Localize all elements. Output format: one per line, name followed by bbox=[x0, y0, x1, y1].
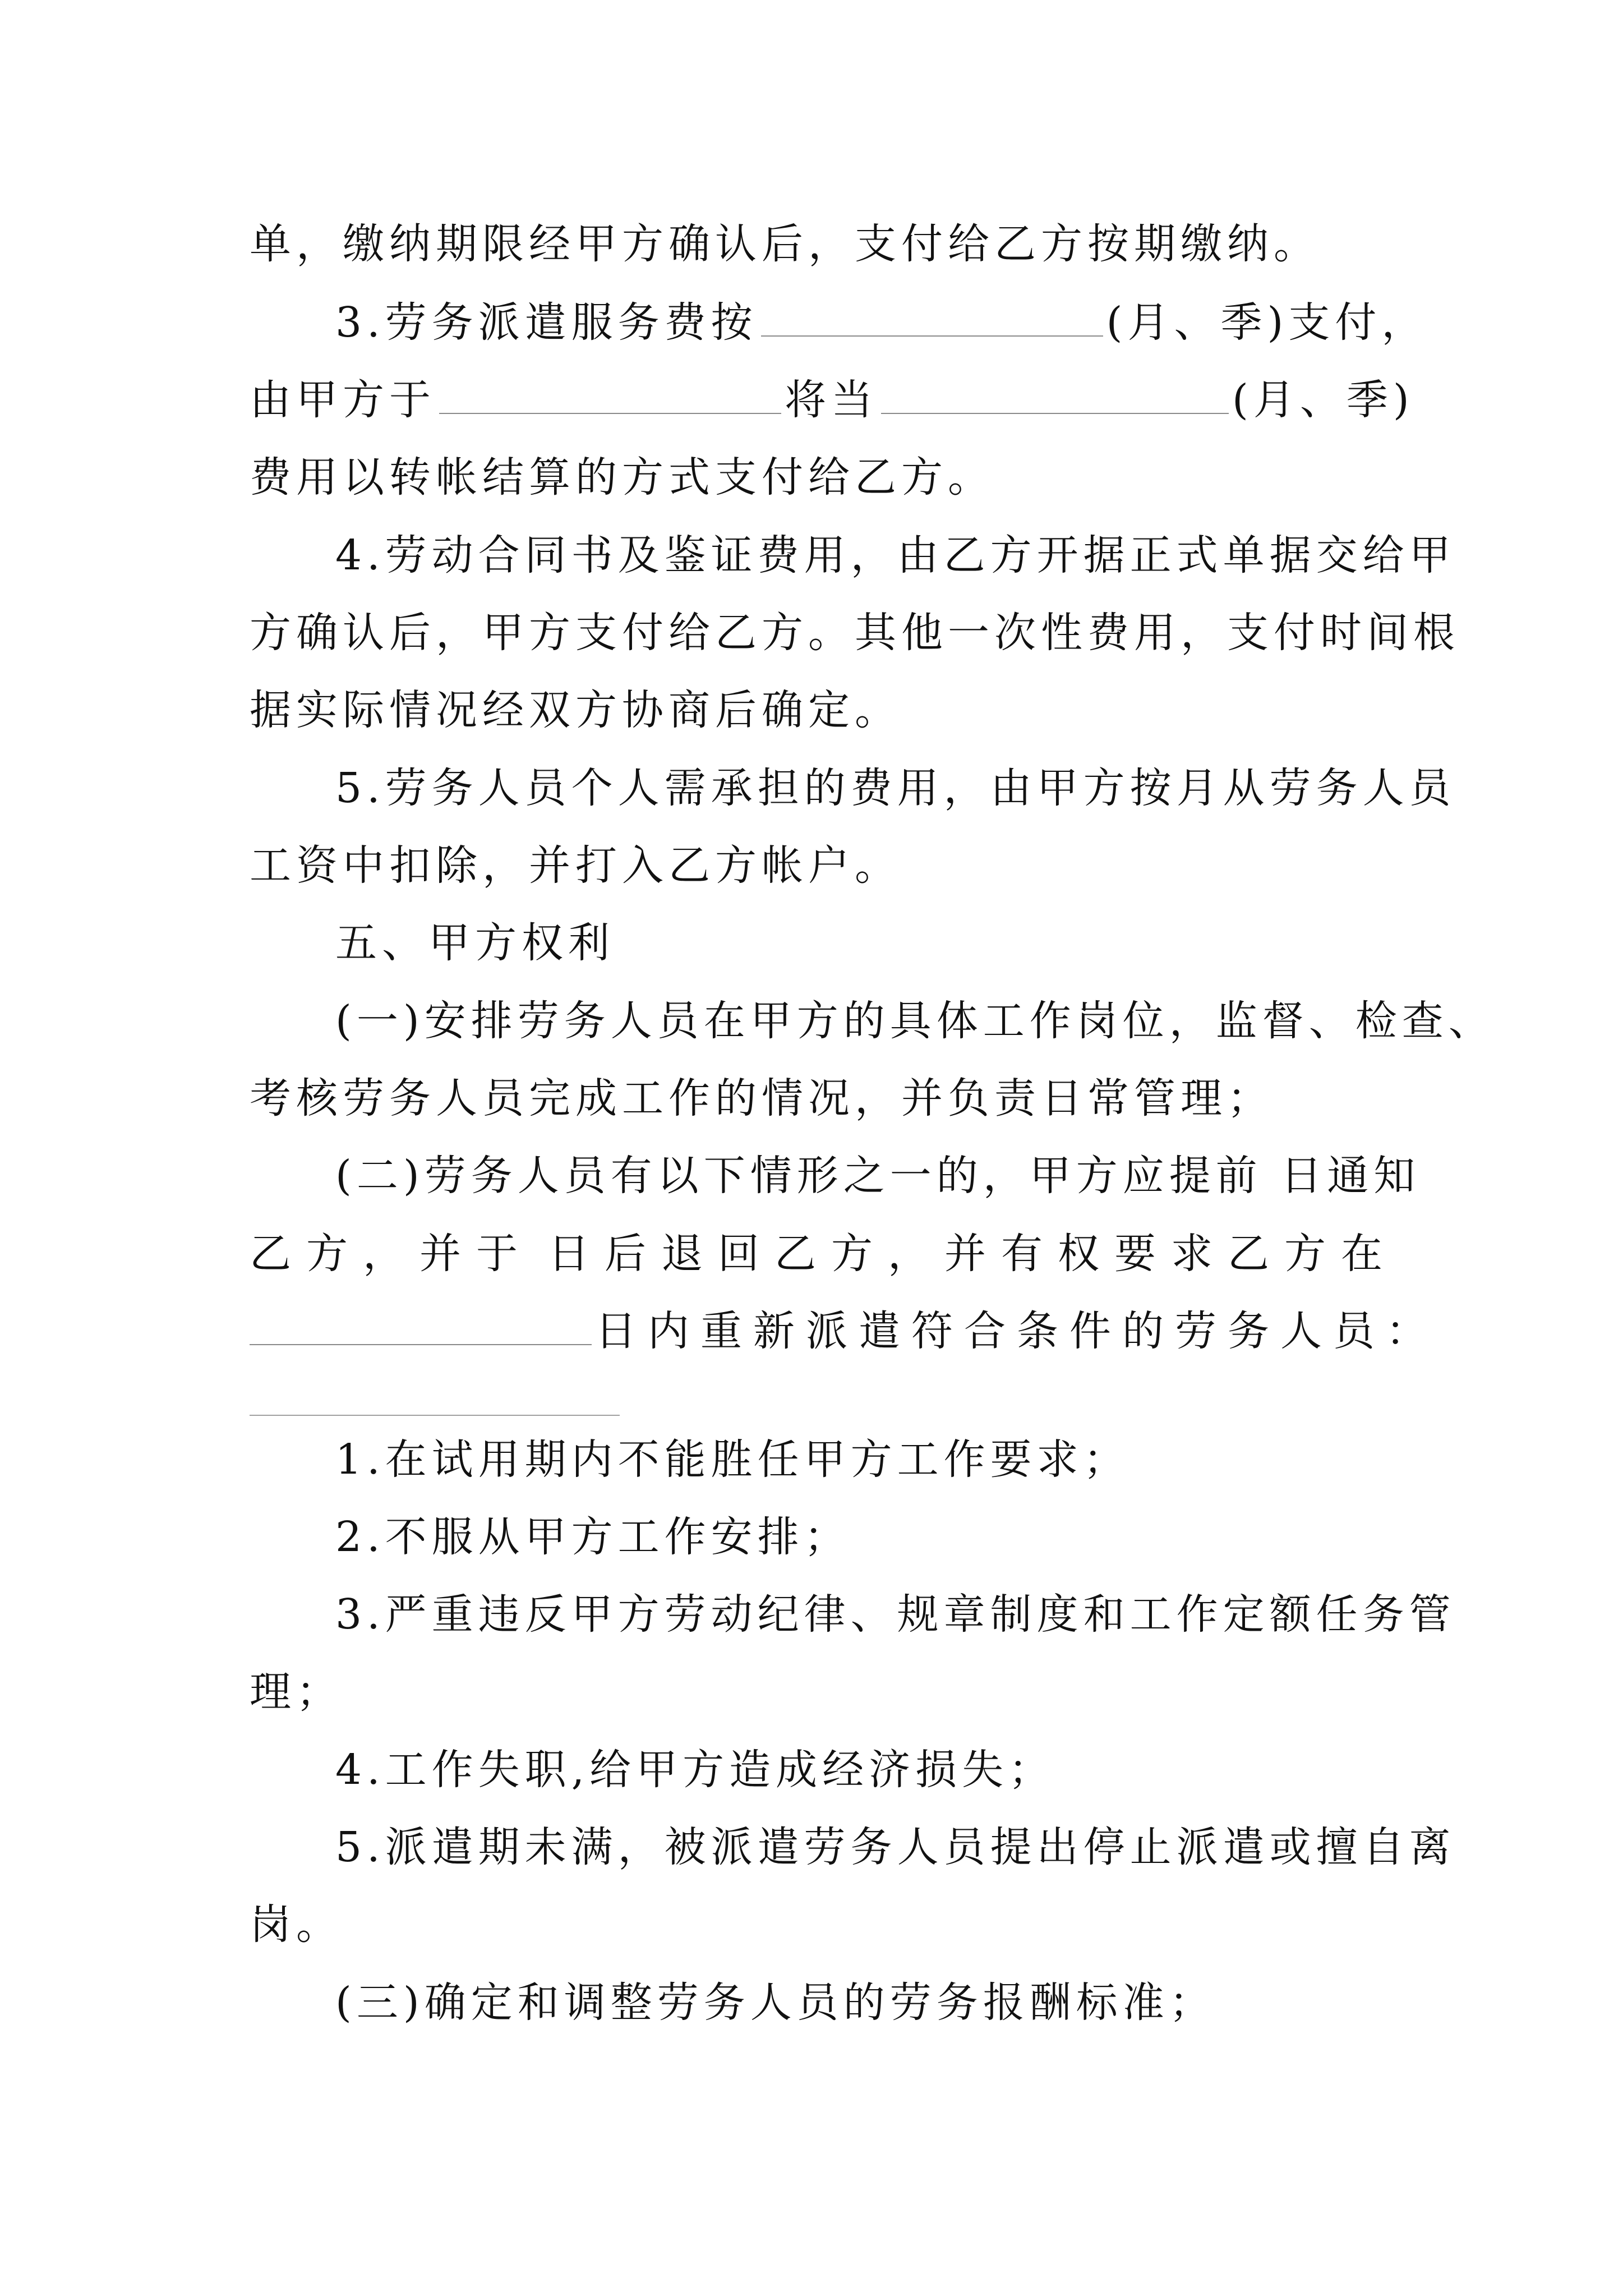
fill-in-blank-standalone bbox=[250, 1415, 620, 1416]
justified-char: 并 bbox=[944, 1230, 986, 1278]
justified-char: 乙 bbox=[774, 1230, 816, 1278]
list-item: 4.工作失职,给甲方造成经济损失； bbox=[335, 1746, 1055, 1794]
fill-in-blank bbox=[881, 378, 1229, 414]
justified-char: 日 bbox=[548, 1230, 589, 1278]
justified-char: 乙 bbox=[1228, 1230, 1269, 1278]
line-text: 由甲方于 bbox=[250, 376, 436, 424]
list-item: 2.不服从甲方工作安排； bbox=[335, 1513, 851, 1561]
paragraph-line: 据实际情况经双方协商后确定。 bbox=[250, 686, 901, 734]
paragraph-line: 工资中扣除，并打入乙方帐户。 bbox=[250, 841, 901, 890]
justified-char: 方 bbox=[831, 1230, 873, 1278]
justified-char: ， bbox=[888, 1230, 929, 1278]
list-item-continuation: 理； bbox=[250, 1668, 343, 1716]
list-item: 3.严重违反甲方劳动纪律、规章制度和工作定额任务管 bbox=[335, 1590, 1456, 1639]
justified-char: ， bbox=[363, 1230, 404, 1278]
justified-char: 在 bbox=[1341, 1230, 1382, 1278]
line-text: 日内重新派遣符合条件的劳务人员： bbox=[595, 1307, 1438, 1355]
line-text: (月、季)支付， bbox=[1106, 298, 1428, 347]
justified-char: 回 bbox=[718, 1230, 759, 1278]
justified-char: 要 bbox=[1114, 1230, 1156, 1278]
list-item: 5.派遣期未满，被派遣劳务人员提出停止派遣或擅自离 bbox=[335, 1823, 1456, 1871]
justified-char: 有 bbox=[1001, 1230, 1043, 1278]
justified-char: 方 bbox=[1284, 1230, 1326, 1278]
list-item-continuation: 岗。 bbox=[250, 1901, 343, 1949]
line-text: 将当 bbox=[785, 376, 878, 424]
paragraph-line bbox=[250, 375, 1414, 425]
justified-char: 后 bbox=[605, 1230, 646, 1278]
paragraph-line: 考核劳务人员完成工作的情况，并负责日常管理； bbox=[250, 1074, 1274, 1122]
paragraph-line: (一)安排劳务人员在甲方的具体工作岗位，监督、检查、 bbox=[335, 997, 1495, 1045]
justified-char: 求 bbox=[1171, 1230, 1212, 1278]
justified-char: 于 bbox=[476, 1230, 518, 1278]
paragraph-line: (二)劳务人员有以下情形之一的，甲方应提前 日通知 bbox=[335, 1152, 1421, 1200]
fill-in-blank bbox=[250, 1309, 592, 1345]
fill-in-blank bbox=[761, 301, 1103, 337]
line-text: (月、季) bbox=[1232, 376, 1414, 424]
justified-char: 退 bbox=[661, 1230, 703, 1278]
justified-char: 乙 bbox=[250, 1230, 291, 1278]
list-item: 1.在试用期内不能胜任甲方工作要求； bbox=[335, 1435, 1130, 1484]
paragraph-line: 方确认后，甲方支付给乙方。其他一次性费用，支付时间根 bbox=[250, 609, 1460, 657]
fill-in-blank bbox=[439, 378, 781, 414]
paragraph-line: 5.劳务人员个人需承担的费用，由甲方按月从劳务人员 bbox=[335, 764, 1456, 812]
paragraph-line bbox=[250, 1306, 1438, 1356]
paragraph-line: 单，缴纳期限经甲方确认后，支付给乙方按期缴纳。 bbox=[250, 220, 1320, 268]
line-text: 3.劳务派遣服务费按 bbox=[335, 298, 758, 347]
paragraph-line: 4.劳动合同书及鉴证费用，由乙方开据正式单据交给甲 bbox=[335, 531, 1456, 579]
section-heading: 五、甲方权利 bbox=[335, 919, 615, 967]
paragraph-line: (三)确定和调整劳务人员的劳务报酬标准； bbox=[335, 1978, 1216, 2027]
paragraph-line bbox=[335, 297, 1428, 348]
justified-char: 并 bbox=[419, 1230, 461, 1278]
paragraph-line: 费用以转帐结算的方式支付给乙方。 bbox=[250, 453, 994, 501]
justified-char: 权 bbox=[1058, 1230, 1099, 1278]
justified-paragraph-line bbox=[250, 1228, 1382, 1279]
justified-char: 方 bbox=[306, 1230, 348, 1278]
